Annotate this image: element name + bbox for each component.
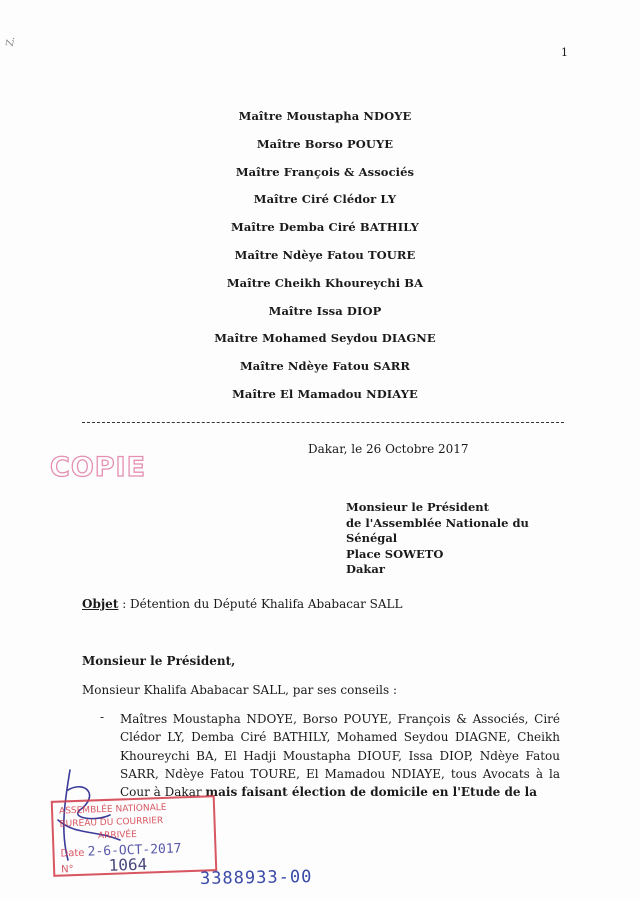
handwritten-reference: 3388933-00 (199, 867, 313, 889)
lawyer-name: Maître Borso POUYE (256, 136, 394, 151)
bullet-paragraph (120, 710, 560, 801)
recipient-line: Monsieur le Président (346, 500, 489, 514)
object-label: Objet (82, 597, 119, 611)
stamp-number-value: 1064 (108, 854, 148, 875)
stamp-date-value: 2-6-OCT-2017 (87, 841, 182, 860)
object-text: Détention du Député Khalifa Ababacar SALL (130, 597, 403, 611)
lawyer-name: Maître El Mamadou NDIAYE (232, 386, 418, 401)
copie-stamp: COPIE (50, 452, 147, 483)
stamp-number-label: N° (60, 864, 74, 876)
object-separator: : (118, 597, 131, 611)
lawyer-name: Maître Mohamed Seydou DIAGNE (214, 331, 436, 346)
stamp-number-row (60, 854, 148, 878)
lawyer-name: Maître Ndèye Fatou SARR (239, 359, 411, 374)
stamp-date-label: Date (60, 847, 85, 860)
bullet-dash: - (100, 710, 105, 724)
lawyer-name: Maître Ciré Clédor LY (253, 192, 397, 207)
corner-mark: Z. (4, 35, 18, 48)
lawyers-list (0, 106, 640, 412)
letter-date: Dakar, le 26 Octobre 2017 (308, 442, 469, 456)
recipient-line: Dakar (346, 562, 385, 576)
salutation: Monsieur le Président, (82, 654, 236, 668)
stamp-line: BUREAU DU COURRIER (59, 815, 164, 830)
intro-paragraph: Monsieur Khalifa Ababacar SALL, par ses conseils : (82, 683, 398, 697)
recipient-line: Place SOWETO (346, 546, 444, 561)
lawyer-name: Maître Ndèye Fatou TOURE (234, 247, 416, 262)
bullet-bold-text: mais faisant élection de domicile en l'Etude de la (205, 785, 538, 800)
recipient-line: Sénégal (346, 531, 398, 545)
object-line (82, 597, 402, 611)
lawyer-name: Maître Issa DIOP (268, 303, 382, 318)
lawyer-name: Maître Cheikh Khoureychi BA (226, 275, 424, 290)
lawyer-name: Maître Moustapha NDOYE (238, 109, 412, 123)
page-number: 1 (561, 46, 568, 59)
recipient-address (346, 500, 529, 578)
stamp-line: ASSEMBLÉE NATIONALE (58, 802, 167, 817)
lawyer-name: Maître François & Associés (235, 164, 415, 179)
bullet-text: Maîtres Moustapha NDOYE, Borso POUYE, François & Associés, Ciré Clédor LY, Demba Ciré BATHILY, Mohamed Seydou DIAGNE, Cheikh Khoureychi BA, El Hadji Moustapha DIOUF, Issa DIOP, Ndèye Fatou SARR, Ndèye Fatou TOURE, El Mamadou NDIAYE, tous Avocats à la Cour à Dakar (120, 712, 560, 800)
lawyer-name: Maître Demba Ciré BATHILY (231, 220, 419, 235)
reception-stamp (51, 795, 218, 877)
recipient-line: de l'Assemblée Nationale du (346, 515, 529, 530)
dashed-separator (82, 422, 564, 423)
stamp-line: ARRIVÉE (97, 829, 137, 842)
